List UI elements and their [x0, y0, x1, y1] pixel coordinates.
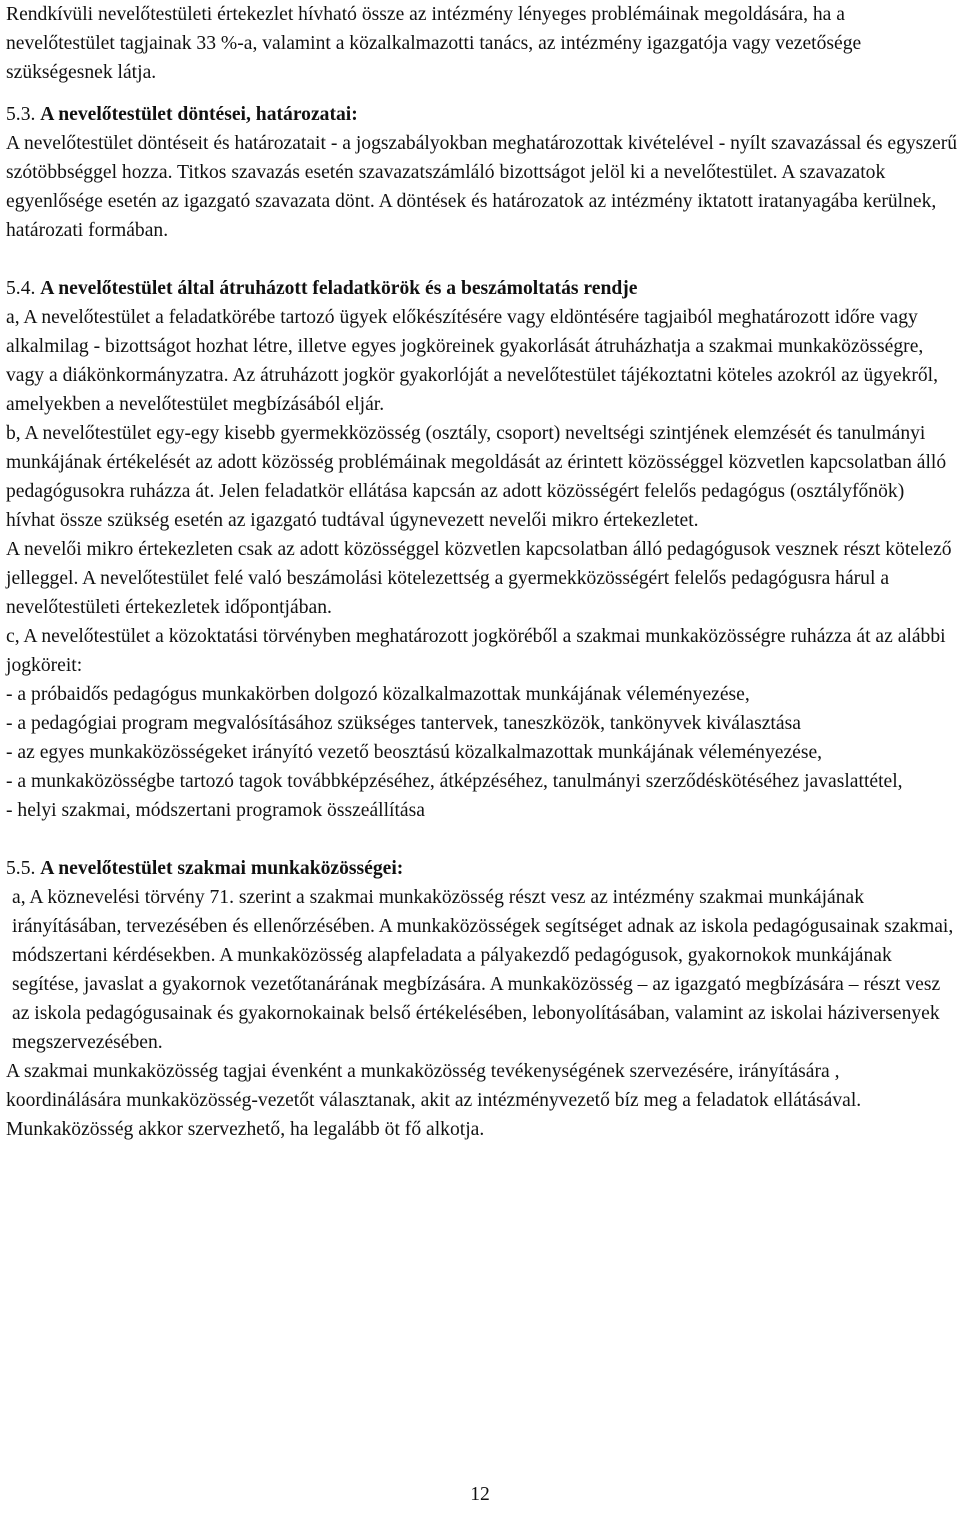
section-5-4-para-b2: A nevelői mikro értekezleten csak az adott közösséggel közvetlen kapcsolatban álló pedagógusok vesznek részt kötelező jelleggel. A nevelőtestület felé való beszámolási kötelezettség a gyermekközösségért felelős pedagógusra hárul a nevelőtestületi értekezletek időpontjában. [6, 539, 952, 618]
list-item: - a próbaidős pedagógus munkakörben dolgozó közalkalmazottak munkájának véleményezése, [6, 684, 750, 705]
section-title: A nevelőtestület által átruházott feladatkörök és a beszámoltatás rendje [40, 278, 638, 299]
section-5-5-para-b: A szakmai munkaközösség tagjai évenként a munkaközösség tevékenységének szervezésére, irányítására , koordinálására munkaközösség-vezetőt választanak, akit az intézményvezető bíz meg a feladatok ellátásával. Munkaközösség akkor szervezhető, ha legalább öt fő alkotja. [6, 1061, 862, 1140]
section-title: A nevelőtestület döntései, határozatai: [40, 104, 358, 125]
section-number: 5.4. [6, 278, 36, 299]
page-number: 12 [470, 1484, 490, 1505]
section-5-4-para-b: b, A nevelőtestület egy-egy kisebb gyermekközösség (osztály, csoport) neveltségi szintjének elemzését és tanulmányi munkájának értékelését az adott közösség problémáinak megoldását az érintett közösséggel közvetlen kapcsolatban álló pedagógusokra ruházza át. Jelen feladatkör ellátása kapcsán az adott közösségért felelős pedagógus (osztályfőnök) hívhat össze szükség esetén az igazgató tudtával úgynevezett nevelői mikro értekezletet. [6, 423, 947, 531]
section-number: 5.5. [6, 858, 36, 879]
list-item: - az egyes munkaközösségeket irányító vezető beosztású közalkalmazottak munkájának véleményezése, [6, 742, 823, 763]
section-5-4-para-c: c, A nevelőtestület a közoktatási törvényben meghatározott jogköréből a szakmai munkaközösségre ruházza át az alábbi jogköreit: [6, 626, 946, 676]
spacer [6, 245, 957, 274]
list-item: - helyi szakmai, módszertani programok összeállítása [6, 800, 425, 821]
section-5-5-heading [6, 854, 957, 883]
section-title: A nevelőtestület szakmai munkaközösségei: [40, 858, 404, 879]
section-5-5-para-a: a, A köznevelési törvény 71. szerint a szakmai munkaközösség részt vesz az intézmény szakmai munkájának irányításában, tervezésében és ellenőrzésében. A munkaközösségek segítséget adnak az iskola pedagógusainak szakmai, módszertani kérdésekben. A munkaközösség alapfeladata a pályakezdő pedagógusok, gyakornokok munkájának segítése, javaslat a gyakornok vezetőtanárának megbízására. A munkaközösség – az igazgató megbízására – részt vesz az iskola pedagógusainak és gyakornokainak belső értékelésében, lebonyolításában, valamint az iskolai háziversenyek megszervezésében. [12, 887, 954, 1053]
section-5-4-para-a: a, A nevelőtestület a feladatkörébe tartozó ügyek előkészítésére vagy eldöntésére tagjaiból meghatározott időre vagy alkalmilag - bizottságot hozhat létre, illetve egyes jogköreinek gyakorlását átruházhatja a szakmai munkaközösségre, vagy a diákönkormányzatra. Az átruházott jogkör gyakorlóját a nevelőtestület tájékoztatni köteles azokról az ügyekről, amelyekben a nevelőtestület megbízásából eljár. [6, 307, 938, 415]
spacer [6, 825, 957, 854]
list-item: - a munkaközösségbe tartozó tagok továbbképzéséhez, átképzéséhez, tanulmányi szerződéskötéséhez javaslattétel, [6, 771, 903, 792]
section-5-4-heading [6, 274, 957, 303]
list-item: - a pedagógiai program megvalósításához szükséges tantervek, taneszközök, tankönyvek kiválasztása [6, 713, 801, 734]
intro-paragraph: Rendkívüli nevelőtestületi értekezlet hívható össze az intézmény lényeges problémáinak megoldására, ha a nevelőtestület tagjainak 33 %-a, valamint a közalkalmazotti tanács, az intézmény igazgatója vagy vezetősége szükségesnek látja. [6, 4, 862, 83]
section-5-3-heading [6, 100, 957, 129]
section-5-3-body: A nevelőtestület döntéseit és határozatait - a jogszabályokban meghatározottak kivételével - nyílt szavazással és egyszerű szótöbbséggel hozza. Titkos szavazás esetén szavazatszámláló bizottságot jelöl ki a nevelőtestület. A szavazatok egyenlősége esetén az igazgató szavazata dönt. A döntések és határozatok az intézmény iktatott iratanyagába kerülnek, határozati formában. [6, 133, 958, 241]
spacer [6, 87, 957, 100]
section-number: 5.3. [6, 104, 36, 125]
